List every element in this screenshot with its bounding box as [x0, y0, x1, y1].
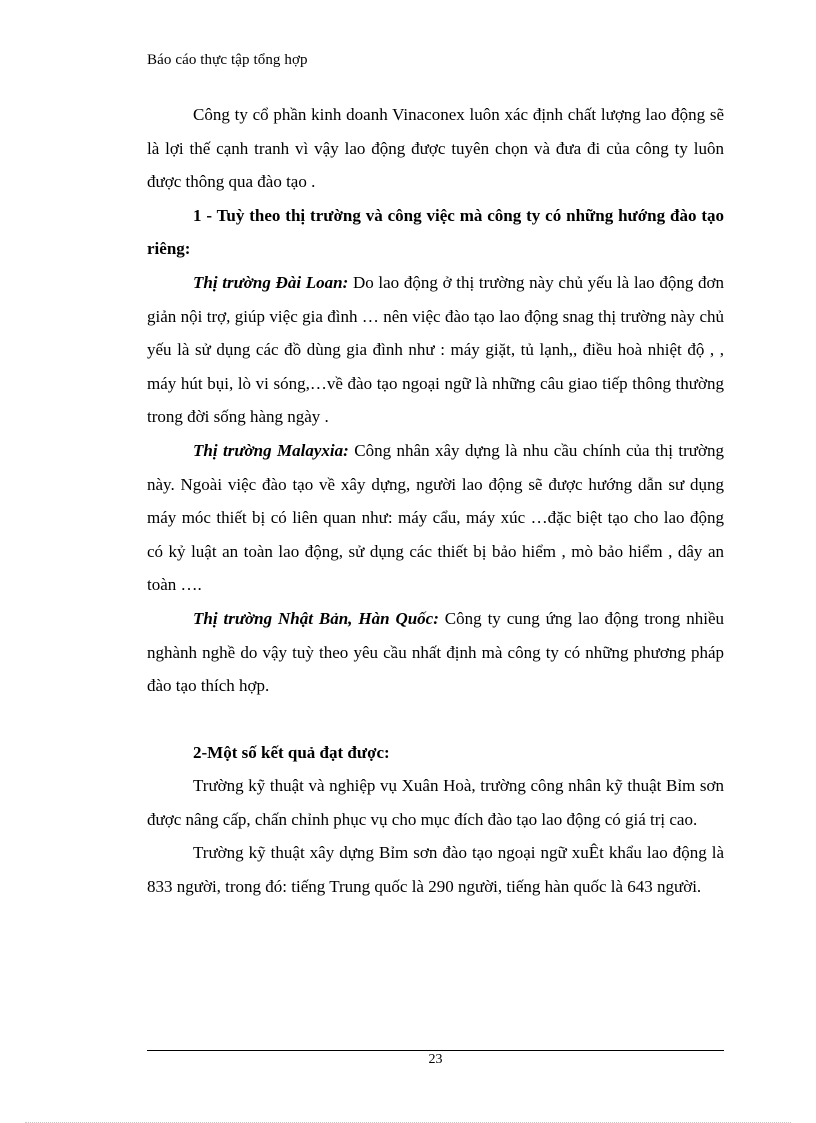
malaysia-market-label: Thị trường Malayxia:: [193, 440, 349, 460]
paragraph-taiwan: [147, 266, 724, 434]
paragraph-malaysia: [147, 434, 724, 602]
paragraph-intro: Công ty cổ phần kinh doanh Vinaconex luôn xác định chất lượng lao động sẽ là lợi thế cạnh tranh vì vậy lao động được tuyên chọn và đưa đi của công ty luôn được thông qua đào tạo .: [147, 105, 724, 192]
paragraph-result-1: Trường kỹ thuật và nghiệp vụ Xuân Hoà, trường công nhân kỹ thuật Bỉm sơn được nâng cấp, chấn chỉnh phục vụ cho mục đích đào tạo lao động có giá trị cao.: [147, 776, 724, 829]
malaysia-market-text: Công nhân xây dựng là nhu cầu chính của thị trường này. Ngoài việc đào tạo về xây dựng, người lao động sẽ được hướng dẫn sư dụng máy móc thiết bị có liên quan như: máy cẩu, máy xúc …đặc biệt tạo cho lao động có kỷ luật an toàn lao động, sử dụng các thiết bị bảo hiểm , mò bảo hiểm , dây an toàn ….: [147, 440, 724, 595]
section-1-heading: 1 - Tuỳ theo thị trường và công việc mà công ty có những hướng đào tạo riêng:: [147, 205, 724, 259]
taiwan-market-label: Thị trường Đài Loan:: [193, 272, 349, 292]
japan-korea-market-text: Công ty cung ứng lao động trong nhiều nghành nghề do vậy tuỳ theo yêu cầu nhất định mà công ty có những phương pháp đào tạo thích hợp.: [147, 608, 724, 696]
footer-rule: [147, 1050, 724, 1051]
body-text: [147, 98, 724, 904]
japan-korea-market-label: Thị trường Nhật Bản, Hàn Quốc:: [193, 608, 439, 628]
taiwan-market-text: Do lao động ở thị trường này chủ yếu là lao động đơn giản nội trợ, giúp việc gia đình … nên việc đào tạo lao động snag thị trường này chủ yếu là sử dụng các đồ dùng gia đình như : máy giặt, tủ lạnh,, điều hoà nhiệt độ , , máy hút bụi, lò vi sóng,…về đào tạo ngoại ngữ là những câu giao tiếp thông thường trong đời sống hàng ngày .: [147, 272, 724, 427]
paragraph-japan-korea: [147, 602, 724, 703]
page-number: 23: [428, 1052, 443, 1067]
paragraph-result-2: Trường kỹ thuật xây dựng Bỉm sơn đào tạo ngoại ngữ xuÊt khẩu lao động là 833 người, trong đó: tiếng Trung quốc là 290 người, tiếng hàn quốc là 643 người.: [147, 843, 724, 897]
running-header: Báo cáo thực tập tổng hợp: [147, 52, 308, 68]
section-2-heading: 2-Một số kết quả đạt được:: [193, 742, 390, 762]
